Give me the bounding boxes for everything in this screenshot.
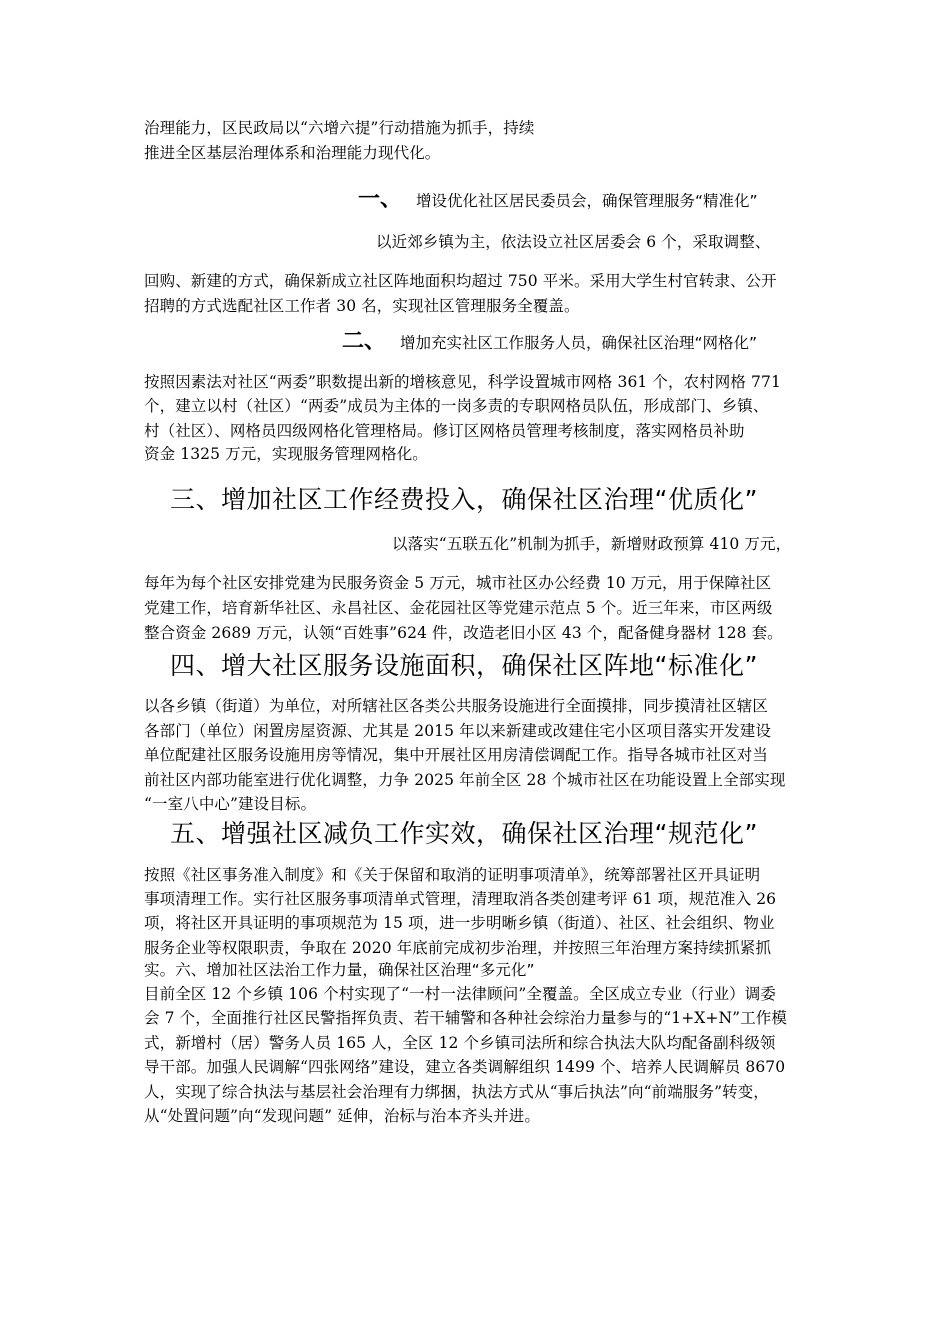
section-heading-3: 三、增加社区工作经费投入，确保社区治理“优质化” [170, 485, 758, 514]
paragraph-line: 招聘的方式选配社区工作者 30 名，实现社区管理服务全覆盖。 [144, 297, 580, 315]
paragraph-line: 每年为每个社区安排党建为民服务资金 5 万元，城市社区办公经费 10 万元，用于保障社区 [144, 574, 772, 592]
section-heading-2 [342, 329, 758, 354]
paragraph-line: 资金 1325 万元，实现服务管理网格化。 [144, 445, 428, 463]
paragraph-line: 整合资金 2689 万元，认领“百姓事”624 件，改造老旧小区 43 个，配备健身器材 128 套。 [144, 624, 783, 642]
paragraph-line: “一室八中心”建设目标。 [144, 795, 317, 813]
paragraph-line: 目前全区 12 个乡镇 106 个村实现了“一村一法律顾问”全覆盖。全区成立专业（行业）调委 [144, 985, 776, 1003]
paragraph-line: 事项清理工作。实行社区服务事项清单式管理，清理取消各类创建考评 61 项，规范准入 26 [144, 890, 777, 908]
paragraph-line: 从“处置问题”向“发现问题” 延伸，治标与治本齐头并进。 [144, 1107, 540, 1125]
paragraph-line: 以各乡镇（街道）为单位，对所辖社区各类公共服务设施进行全面摸排，同步摸清社区辖区 [144, 697, 769, 715]
paragraph-line [144, 960, 535, 980]
intro-line: 推进全区基层治理体系和治理能力现代化。 [144, 144, 441, 162]
paragraph-line: 党建工作，培育新华社区、永昌社区、金花园社区等党建示范点 5 个。近三年来，市区两级 [144, 599, 773, 617]
heading-number: 二、 [342, 329, 387, 354]
paragraph-line: 以近郊乡镇为主，依法设立社区居委会 6 个，采取调整、 [376, 233, 771, 251]
section-heading-6: 六、增加社区法治工作力量，确保社区治理“多元化” [175, 961, 535, 979]
paragraph-line: 回购、新建的方式，确保新成立社区阵地面积均超过 750 平米。采用大学生村官转隶、公开 [144, 272, 777, 290]
section-heading-4: 四、增大社区服务设施面积，确保社区阵地“标准化” [170, 651, 758, 680]
section-heading-1 [358, 187, 758, 212]
paragraph-line: 式，新增村（居）警务人员 165 人，全区 12 个乡镇司法所和综合执法大队均配备副科级领 [144, 1034, 776, 1052]
paragraph-line: 服务企业等权限职责，争取在 2020 年底前完成初步治理，并按照三年治理方案持续抓紧抓 [144, 939, 772, 957]
paragraph-line: 单位配建社区服务设施用房等情况，集中开展社区用房清偿调配工作。指导各城市社区对当 [144, 746, 769, 764]
heading-text: 增加充实社区工作服务人员，确保社区治理“网格化” [400, 334, 758, 352]
paragraph-line: 各部门（单位）闲置房屋资源、尤其是 2015 年以来新建或改建住宅小区项目落实开发建设 [144, 722, 772, 740]
paragraph-line: 个，建立以村（社区）“两委”成员为主体的一岗多责的专职网格员队伍，形成部门、乡镇、 [144, 397, 769, 415]
paragraph-line: 按照《社区事务准入制度》和《关于保留和取消的证明事项清单》，统筹部署社区开具证明 [144, 866, 761, 884]
paragraph-line: 项，将社区开具证明的事项规范为 15 项，进一步明晰乡镇（街道）、社区、社会组织、物业 [144, 914, 775, 932]
intro-line: 治理能力，区民政局以“六增六提”行动措施为抓手，持续 [144, 119, 535, 137]
heading-text: 增设优化社区居民委员会，确保管理服务“精准化” [416, 192, 758, 210]
section-heading-5: 五、增强社区减负工作实效，确保社区治理“规范化” [170, 819, 758, 848]
paragraph-end: 实。 [144, 961, 176, 979]
paragraph-line: 按照因素法对社区“两委”职数提出新的增核意见，科学设置城市网格 361 个，农村网格 771 [144, 373, 781, 391]
paragraph-line: 人，实现了综合执法与基层社会治理有力绑捆，执法方式从“事后执法”向“前端服务”转变， [144, 1083, 769, 1101]
paragraph-line: 村（社区）、网格员四级网格化管理格局。修订区网格员管理考核制度，落实网格员补助 [144, 422, 745, 440]
heading-number: 一、 [358, 187, 403, 212]
paragraph-line: 以落实“五联五化”机制为抓手，新增财政预算 410 万元， [392, 535, 792, 553]
paragraph-line: 导干部。加强人民调解“四张网络”建设，建立各类调解组织 1499 个、培养人民调解员 8670 [144, 1058, 786, 1076]
paragraph-line: 前社区内部功能室进行优化调整，力争 2025 年前全区 28 个城市社区在功能设置上全部实现 [144, 771, 786, 789]
paragraph-line: 会 7 个，全面推行社区民警指挥负责、若干辅警和各种社会综治力量参与的“1+X+N”工作模 [144, 1009, 787, 1027]
